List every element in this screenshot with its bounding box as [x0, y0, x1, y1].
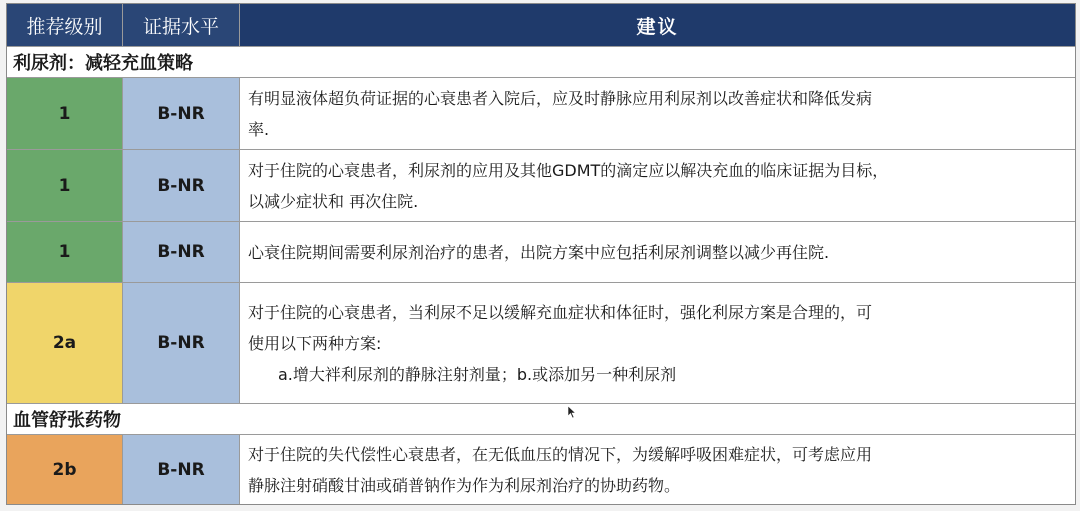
table-row: [7, 150, 1075, 222]
header-recommendation: 建议: [636, 15, 679, 38]
text-line: 对于住院的失代偿性心衰患者，在无低血压的情况下，为缓解呼吸困难症状，可考虑应用: [248, 444, 873, 464]
table-row: [7, 78, 1075, 150]
recommendation-table: [6, 3, 1076, 505]
evidence-level-cell: B-NR: [123, 222, 240, 282]
text-line: 以减少症状和 再次住院.: [248, 191, 419, 211]
evidence-level-cell: B-NR: [123, 78, 240, 149]
table-row: [7, 283, 1075, 404]
text-line: 对于住院的心衰患者，利尿剂的应用及其他GDMT的滴定应以解决充血的临床证据为目标，: [248, 160, 889, 180]
text-line: 有明显液体超负荷证据的心衰患者入院后，应及时静脉应用利尿剂以改善症状和降低发病: [248, 88, 873, 108]
evidence-level-cell: B-NR: [123, 150, 240, 221]
recommendation-text: [240, 150, 1075, 221]
header-evidence-level: 证据水平: [123, 4, 240, 46]
section-title: 血管舒张药物: [13, 410, 121, 431]
text-line: 使用以下两种方案:: [248, 333, 382, 353]
recommendation-level-cell: 2a: [7, 283, 123, 403]
recommendation-level-cell: 1: [7, 150, 123, 221]
recommendation-text: [240, 222, 1075, 282]
evidence-level-cell: B-NR: [123, 435, 240, 504]
recommendation-text: [240, 78, 1075, 149]
recommendation-text: [240, 435, 1075, 504]
header-recommendation-level: 推荐级别: [7, 4, 123, 46]
text-line: 对于住院的心衰患者，当利尿不足以缓解充血症状和体征时，强化利尿方案是合理的，可: [248, 302, 873, 322]
table-header-row: [7, 4, 1075, 47]
text-line: 静脉注射硝酸甘油或硝普钠作为作为利尿剂治疗的协助药物。: [248, 475, 681, 495]
table-row: [7, 435, 1075, 504]
recommendation-level-cell: 1: [7, 78, 123, 149]
section-diuretics: [7, 47, 1075, 78]
mouse-cursor-icon: [568, 406, 576, 418]
text-line: 心衰住院期间需要利尿剂治疗的患者，出院方案中应包括利尿剂调整以减少再住院.: [248, 242, 830, 262]
text-line: a.增大袢利尿剂的静脉注射剂量；b.或添加另一种利尿剂: [278, 364, 677, 384]
recommendation-level-cell: 1: [7, 222, 123, 282]
section-title: 利尿剂：减轻充血策略: [13, 53, 193, 74]
text-line: 率.: [248, 119, 270, 139]
recommendation-text: [240, 283, 1075, 403]
table-row: [7, 222, 1075, 283]
section-vasodilators: [7, 404, 1075, 435]
evidence-level-cell: B-NR: [123, 283, 240, 403]
recommendation-level-cell: 2b: [7, 435, 123, 504]
